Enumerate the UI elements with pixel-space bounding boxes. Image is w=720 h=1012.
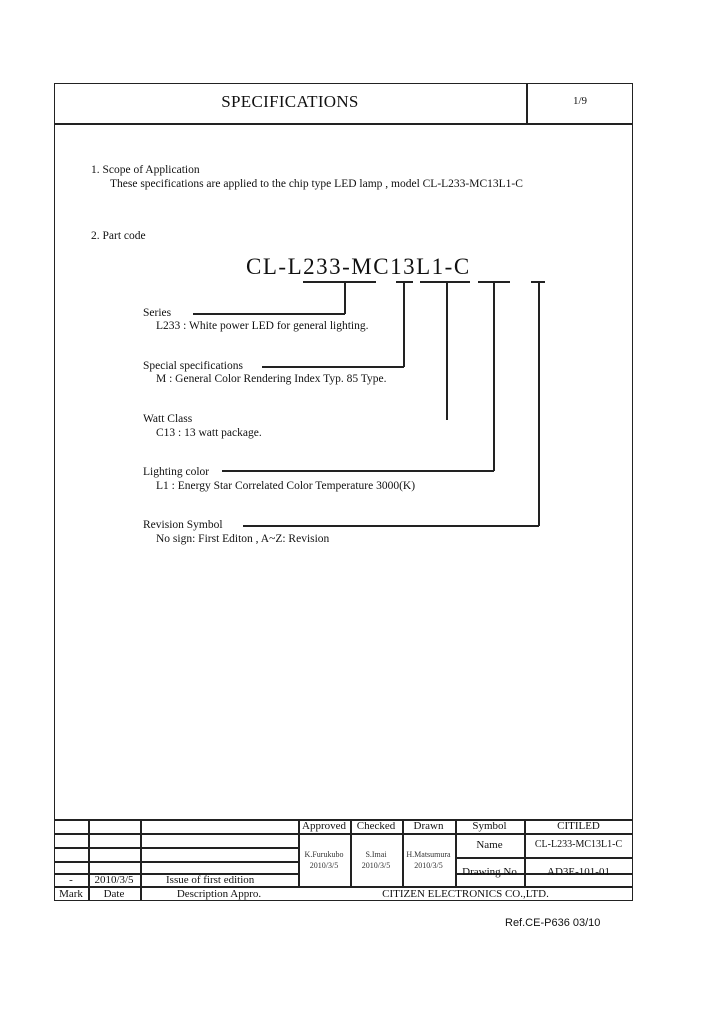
part-code-dash: -: [342, 254, 352, 279]
part-code-revision: C: [453, 254, 471, 279]
color-leader-vertical: [493, 281, 495, 471]
name-value: CL-L233-MC13L1-C: [534, 839, 623, 850]
section-scope-heading: 1. Scope of Application: [91, 164, 200, 176]
revision-leader-horizontal: [243, 525, 539, 527]
checked-date: 2010/3/5: [361, 861, 391, 870]
series-underline: [303, 281, 376, 283]
section-partcode-heading: 2. Part code: [91, 230, 146, 242]
name-label: Name: [476, 839, 503, 851]
page-number: 1/9: [572, 95, 588, 107]
special-underline: [396, 281, 413, 283]
page-title: SPECIFICATIONS: [221, 92, 359, 111]
revision-desc: No sign: First Editon , A~Z: Revision: [156, 533, 330, 545]
col-mark: Mark: [59, 888, 83, 900]
drawing-no-label: Drawing No: [462, 866, 517, 878]
part-code-special: M: [351, 254, 374, 279]
series-desc: L233 : White power LED for general lighting.: [156, 320, 369, 332]
checked-header: Checked: [356, 820, 396, 832]
header-divider: [54, 123, 633, 125]
revision-mark: -: [69, 874, 73, 886]
col-date: Date: [103, 888, 125, 900]
watt-underline: [420, 281, 470, 283]
watt-leader-vertical: [446, 281, 448, 420]
special-leader-vertical: [403, 281, 405, 367]
document-frame: [54, 83, 633, 901]
special-leader-horizontal: [262, 366, 404, 368]
series-leader-vertical: [344, 281, 346, 314]
part-code-dash-2: -: [444, 254, 454, 279]
color-desc: L1 : Energy Star Correlated Color Temperature 3000(K): [156, 480, 416, 492]
series-label: Series: [143, 307, 172, 319]
special-desc: M : General Color Rendering Index Typ. 85 Type.: [156, 373, 387, 385]
series-leader-horizontal: [193, 313, 345, 315]
section-scope-body: These specifications are applied to the chip type LED lamp , model CL-L233-MC13L1-C: [110, 178, 523, 190]
watt-label: Watt Class: [143, 413, 193, 425]
drawn-by: H.Matsumura: [406, 850, 451, 859]
revision-description: Issue of first edition: [166, 874, 255, 886]
approved-header: Approved: [302, 820, 346, 832]
part-code: [246, 254, 471, 280]
revision-label: Revision Symbol: [143, 519, 223, 531]
drawn-header: Drawn: [413, 820, 444, 832]
special-label: Special specifications: [143, 360, 243, 372]
revision-leader-vertical: [538, 281, 540, 526]
watt-desc: C13 : 13 watt package.: [156, 427, 262, 439]
footer-ref: Ref.CE-P636 03/10: [505, 917, 601, 929]
color-label: Lighting color: [143, 466, 210, 478]
approved-by: K.Furukubo: [304, 850, 344, 859]
company-name: CITIZEN ELECTRONICS CO.,LTD.: [382, 888, 549, 900]
col-description: Description Appro.: [176, 888, 262, 900]
tb-line: [54, 847, 298, 849]
drawing-no-value: AD3E-101-01: [547, 866, 610, 878]
drawn-date: 2010/3/5: [414, 861, 443, 870]
approved-date: 2010/3/5: [309, 861, 339, 870]
symbol-value: CITILED: [557, 820, 600, 832]
color-leader-horizontal: [222, 470, 494, 472]
part-code-prefix: CL-: [246, 254, 288, 279]
symbol-label: Symbol: [472, 820, 507, 832]
part-code-series: L233: [287, 254, 343, 279]
part-code-watt: C13: [373, 254, 417, 279]
part-code-color: L1: [416, 254, 445, 279]
revision-date: 2010/3/5: [94, 874, 134, 886]
checked-by: S.Imai: [365, 850, 387, 859]
tb-line: [455, 857, 633, 859]
tb-line: [54, 861, 298, 863]
